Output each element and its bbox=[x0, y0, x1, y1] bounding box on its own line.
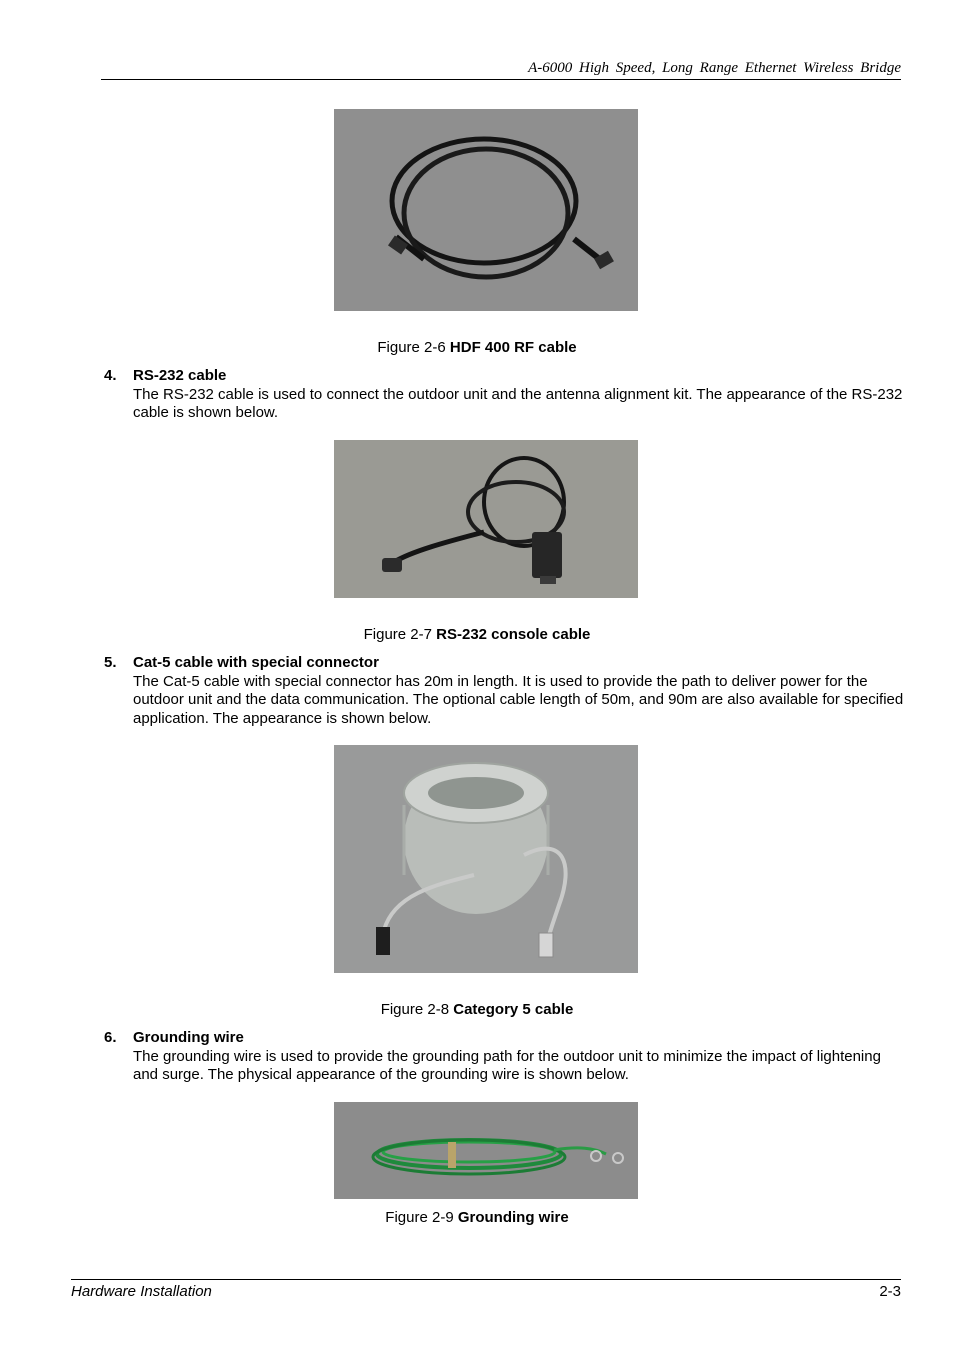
grounding-wire-photo bbox=[334, 1102, 638, 1199]
item-5-number: 5. bbox=[104, 654, 117, 671]
rs232-console-cable-photo bbox=[334, 440, 638, 598]
item-5-heading: Cat-5 cable with special connector bbox=[133, 654, 379, 671]
item-6-number: 6. bbox=[104, 1029, 117, 1046]
page-number: 2-3 bbox=[879, 1283, 901, 1300]
item-5-body: The Cat-5 cable with special connector has 20m in length. It is used to provide the path to deliver power for the outdoor unit and the data communication. The optional cable length of 50m, and 90m are also available for specified application. The appearance is shown below. bbox=[133, 672, 904, 727]
section-cat5-cable bbox=[104, 654, 904, 728]
figure-2-6-caption bbox=[0, 339, 954, 357]
figure-2-7-title: RS-232 console cable bbox=[436, 626, 591, 643]
figure-2-9-number: Figure 2-9 bbox=[385, 1209, 454, 1226]
item-4-body: The RS-232 cable is used to connect the outdoor unit and the antenna alignment kit. The appearance of the RS-232 cable is shown below. bbox=[133, 385, 903, 421]
figure-2-6-number: Figure 2-6 bbox=[377, 339, 446, 356]
page-footer bbox=[71, 1279, 901, 1302]
item-6-body: The grounding wire is used to provide the grounding path for the outdoor unit to minimize the impact of lightening and surge. The physical appearance of the grounding wire is shown below. bbox=[133, 1047, 881, 1083]
hdf400-rf-cable-photo bbox=[334, 109, 638, 311]
figure-2-9-caption bbox=[0, 1209, 954, 1227]
figure-2-7-caption bbox=[0, 626, 954, 644]
figure-2-9-title: Grounding wire bbox=[457, 1209, 569, 1226]
running-header: A-6000 High Speed, Long Range Ethernet Wireless Bridge bbox=[101, 58, 901, 80]
figure-2-8-title: Category 5 cable bbox=[453, 1001, 574, 1018]
section-rs232-cable bbox=[104, 367, 904, 423]
figure-2-7-number: Figure 2-7 bbox=[363, 626, 432, 643]
item-4-number: 4. bbox=[104, 367, 117, 384]
item-6-heading: Grounding wire bbox=[133, 1029, 244, 1046]
figure-2-8-number: Figure 2-8 bbox=[380, 1001, 450, 1018]
category-5-cable-photo bbox=[334, 745, 638, 973]
figure-2-6-title: HDF 400 RF cable bbox=[449, 339, 577, 356]
figure-2-8-caption bbox=[0, 1001, 954, 1019]
item-4-heading: RS-232 cable bbox=[133, 367, 227, 384]
footer-section: Hardware Installation bbox=[71, 1283, 212, 1300]
section-grounding-wire bbox=[104, 1029, 904, 1085]
